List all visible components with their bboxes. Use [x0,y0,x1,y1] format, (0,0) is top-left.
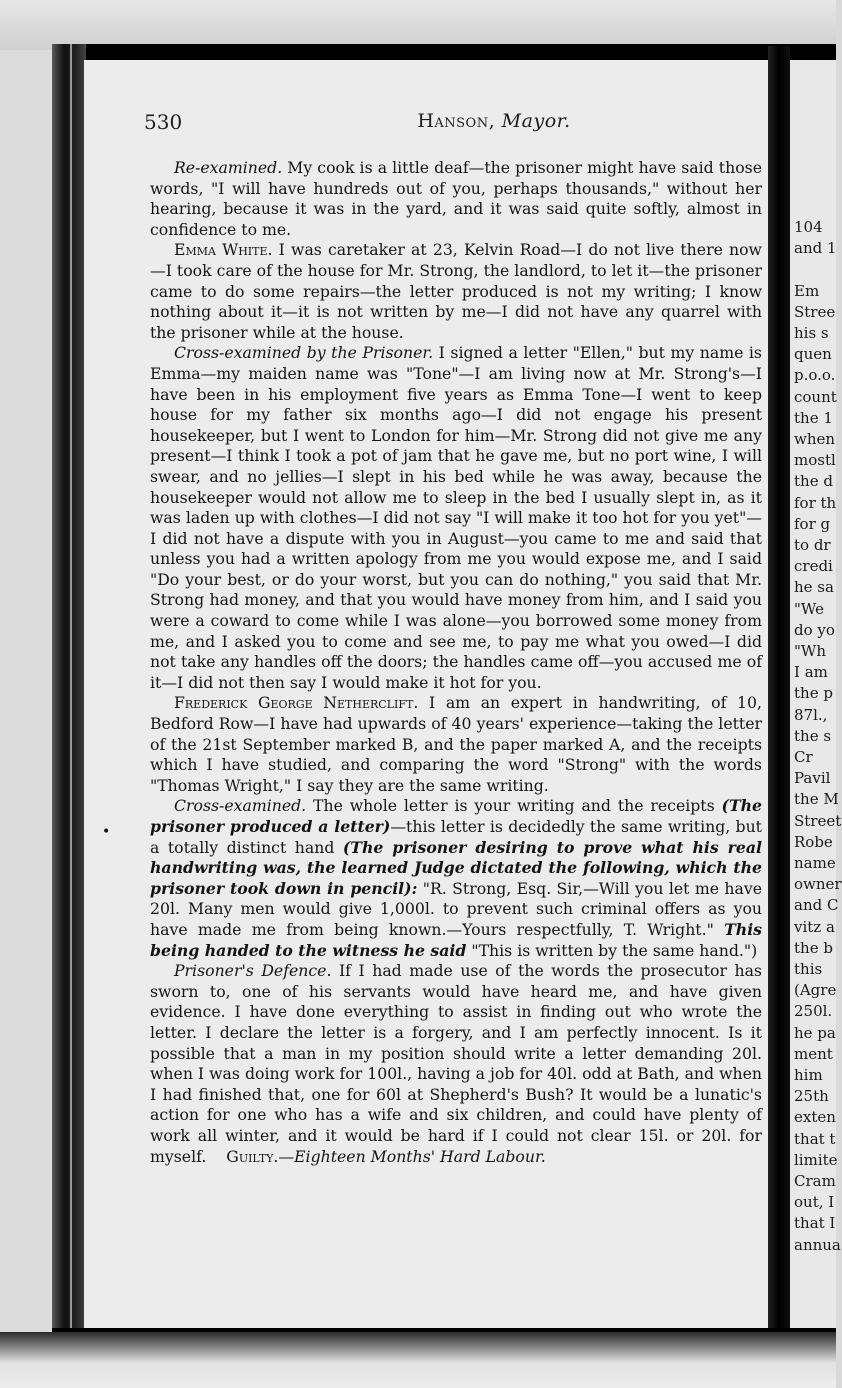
right-page-line: quen [794,345,832,364]
scan-top-margin [0,0,836,50]
verdict-sentence: —Eighteen Months' Hard Labour. [278,1146,546,1166]
right-page-line: and C [794,896,839,915]
right-page-line: the s [794,726,832,745]
paragraph-lead: Prisoner's Defence. [174,961,332,981]
right-page-line: his s [794,324,829,342]
stage-direction: (The prisoner desiring to prove what his real handwriting was, the learned Judge dictated the following, which the prisoner took down in pencil): [150,837,762,898]
paragraph-re-examined [150,158,762,240]
paragraph-cross-examined-by-prisoner [150,343,762,693]
right-page-line: out, I [794,1193,835,1212]
paragraph-text: —this letter is decidedly the same writing, but a totally distinct hand [150,817,762,857]
margin-mark: • [102,824,111,840]
stage-direction: This being handed to the witness he said [150,919,762,960]
paragraph-text: The whole letter is your writing and the receipts [306,796,722,816]
right-page-line: Street [794,811,842,830]
scan-bottom-margin [0,1332,836,1388]
right-page-line: 104 [794,218,823,236]
right-page-line: Stree [794,302,836,321]
right-page-line: the p [794,684,833,703]
right-page-line: Cram [794,1172,836,1190]
verdict-label: Guilty. [226,1146,279,1166]
right-page-line: vitz a [794,917,835,936]
paragraph-cross-examined [150,796,762,961]
right-page-line: owner [794,875,842,894]
right-page-line: to dr [794,536,831,554]
right-page-line: that I [794,1214,836,1233]
page-header [144,110,730,140]
right-page-line: 25th [794,1087,829,1106]
running-head-name: Hanson, [417,110,496,132]
book-gutter [768,46,790,1346]
paragraph-text: I am an expert in handwriting, of 10, Bedford Row—I have had upwards of 40 years' experience—taking the letter of the 21st September marked B, and the paper marked A, and the receipts which I have studied, and comparing the word "Strong" with the words "Thomas Wright," I say they are the same writing. [150,693,762,795]
right-page-line: the b [794,938,833,957]
paragraph-text: "This is written by the same hand.") [466,940,758,960]
right-page-line: credi [794,557,833,576]
right-page-line: Em [794,281,820,300]
page-number: 530 [144,110,183,134]
right-page-line: him [794,1066,823,1084]
left-page [84,60,770,1328]
paragraph-text: I was caretaker at 23, Kelvin Road—I do not live there now—I took care of the house for Mr. Strong, the landlord, to let it—the prisoner came to do some repairs—the letter produced is not my writing; I know nothing about it—it is not written by me—I did not have any quarrel with the prisoner while at the house. [150,240,762,342]
right-page-line: ment [794,1044,833,1063]
right-page-line: he pa [794,1023,836,1042]
right-page-line: count [794,387,837,406]
right-page-fragment [790,60,842,1328]
right-page-line: "Wh [794,642,826,660]
right-page-line: exten [794,1108,836,1127]
paragraph-text: If I had made use of the words the prosecutor has sworn to, one of his servants would have heard me, and have given evidence. I have done everything to assist in finding out who wrote the letter. I declare the letter is a forgery, and I am perfectly innocent. Is it possible that a man in my position should write a letter demanding 20l. when I was doing work for 100l., having a job for 40l. odd at Bath, and when I had finished that, one for 60l at Shepherd's Bush? It would be a lunatic's action for one who has a wife and six children, and could have plenty of work all winter, and it would be hard if I could not clear 15l. or 20l. for myself. [150,961,762,1166]
right-page-line: "We [794,599,824,618]
paragraph-text: I signed a letter "Ellen," but my name is Emma—my maiden name was "Tone"—I am living now at Mr. Strong's—I have been in his employment five years as Emma Tone—I went to keep house for my father six months ago—I did not engage his present housekeeper, but I went to London for him—Mr. Strong did not give me any present—I think I took a pot of jam that he gave me, but no port wine, I will swear, and no jellies—I slept in his bed while he was away, because the housekeeper would not allow me to sleep in the bed I usually slept in, as it was laden up with clothes—I did not say "I will make it too hot for you yet"—I did not have a dispute with you in August—you came to me and said that unless you had a written apology from me you would expose me, and I said "Do your best, or do your worst, but you can do nothing," you said that Mr. Strong had money, and that you would have money from him, and I said you were a coward to come while I was alone—you borrowed some money from me, and I asked you to come and see me, to pay me what you owed—I did not take any handles off the doors; the handles came off—you accused me of it—I did not then say I would make it hot for you. [150,343,762,692]
paragraph-lead: Cross-examined by the Prisoner. [174,343,434,363]
paragraph-lead: Cross-examined. [174,796,307,816]
right-page-line: mostl [794,451,836,470]
witness-name: Frederick George Netherclift. [174,693,419,713]
witness-name: Emma White. [174,240,273,260]
book-left-edge [52,44,86,1344]
paragraph-netherclift [150,693,762,796]
stage-direction: (The prisoner produced a letter) [150,796,762,836]
right-page-line: p.o.o. [794,366,836,385]
right-page-line: he sa [794,578,834,597]
right-page-line: for th [794,493,837,512]
paragraph-text: My cook is a little deaf—the prisoner might have said those words, "I will have hundreds out of you, perhaps thousands," without her hearing, because it was in the yard, and it was said quite softly, almost in confidence to me. [150,158,762,239]
right-page-line: 87l., [794,705,828,724]
right-page-line: Pavil [794,769,831,788]
running-head [344,110,644,132]
right-page-line: the d [794,472,833,491]
right-page-line: the M [794,790,839,809]
paragraph-prisoners-defence [150,961,762,1167]
right-page-line: (Agre [794,981,837,1000]
right-page-line: the 1 [794,408,833,427]
right-page-line: limite [794,1150,838,1169]
right-page-line: and 1 [794,239,837,258]
paragraph-emma-white [150,240,762,343]
right-page-line: Robe [794,832,833,851]
right-page-line: I am [794,663,828,682]
right-page-line: this [794,960,823,978]
right-page-line: annua [794,1235,841,1254]
running-head-title: Mayor. [501,110,571,132]
right-page-line: 250l. [794,1002,833,1021]
paragraph-lead: Re-examined. [174,158,283,177]
page-body [150,158,762,1167]
right-page-line: when [794,430,836,448]
right-page-line: that t [794,1129,836,1148]
right-page-line: name [794,854,836,872]
right-page-line: for g [794,514,831,533]
paragraph-text: "R. Strong, Esq. Sir,—Will you let me have 20l. Many men would give 1,000l. to prevent such criminal offers as you have made me from being known.—Yours respectfully, T. Wright." [150,878,762,939]
right-page-line: do yo [794,620,835,639]
right-page-line: Cr [794,748,813,766]
